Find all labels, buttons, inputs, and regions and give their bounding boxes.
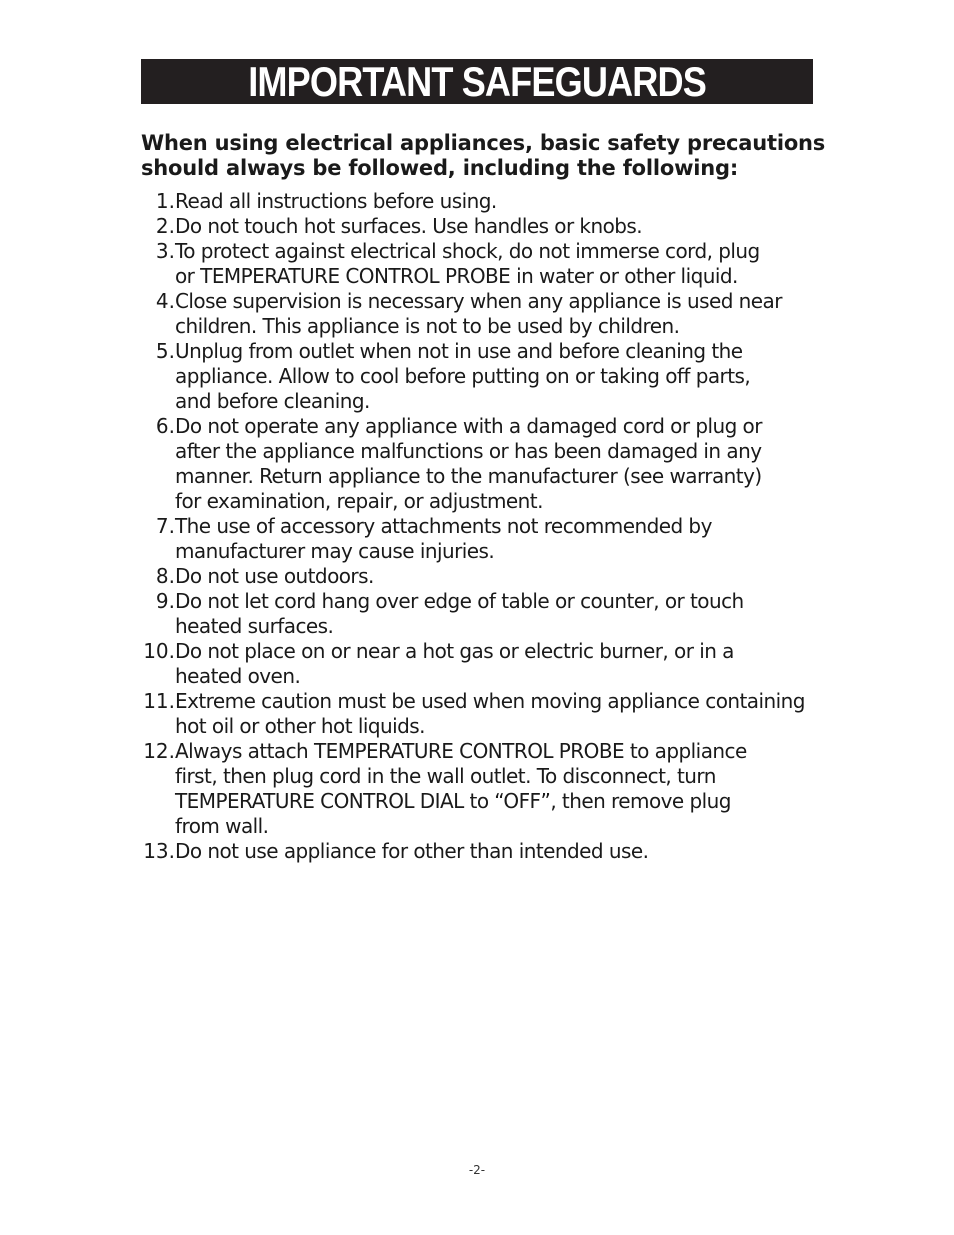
item-text-line: heated surfaces. (175, 614, 334, 638)
item-text-line: hot oil or other hot liquids. (175, 714, 425, 738)
item-text-line: and before cleaning. (175, 389, 370, 413)
item-text-line: heated oven. (175, 664, 301, 688)
safeguard-item (141, 839, 841, 864)
item-text-line: Do not use appliance for other than intended use. (175, 839, 649, 863)
safeguard-item (141, 239, 841, 289)
item-number: 8. (155, 564, 175, 588)
item-number: 4. (155, 289, 175, 313)
safeguards-list (141, 189, 841, 864)
item-text-line: Close supervision is necessary when any appliance is used near (175, 289, 782, 313)
item-text-line: from wall. (175, 814, 269, 838)
item-text (175, 739, 747, 839)
item-text-line: appliance. Allow to cool before putting on or taking off parts, (175, 364, 751, 388)
item-text-line: To protect against electrical shock, do not immerse cord, plug (175, 239, 760, 263)
intro-line: When using electrical appliances, basic safety precautions (141, 131, 826, 155)
item-number: 1. (155, 189, 175, 213)
item-number: 3. (155, 239, 175, 263)
item-text-line: Do not operate any appliance with a damaged cord or plug or (175, 414, 762, 438)
item-text-line: Extreme caution must be used when moving appliance containing (175, 689, 805, 713)
safeguard-item (141, 414, 841, 514)
item-number: 11. (143, 689, 175, 713)
item-text (175, 514, 712, 564)
page-number: -2- (468, 1163, 486, 1177)
item-text-line: for examination, repair, or adjustment. (175, 489, 543, 513)
item-text-line: Read all instructions before using. (175, 189, 497, 213)
item-number: 2. (155, 214, 175, 238)
item-text (175, 414, 762, 514)
safeguard-item (141, 189, 841, 214)
page-title: IMPORTANT SAFEGUARDS (248, 57, 706, 105)
safeguard-item (141, 639, 841, 689)
intro-line: should always be followed, including the following: (141, 156, 739, 180)
item-text (175, 689, 805, 739)
item-text-line: or TEMPERATURE CONTROL PROBE in water or other liquid. (175, 264, 738, 288)
item-text-line: Always attach TEMPERATURE CONTROL PROBE to appliance (175, 739, 747, 763)
item-text-line: Do not place on or near a hot gas or electric burner, or in a (175, 639, 734, 663)
item-text (175, 214, 642, 239)
safeguard-item (141, 289, 841, 339)
item-number: 9. (155, 589, 175, 613)
safeguard-item (141, 339, 841, 414)
item-text (175, 839, 648, 864)
item-number: 6. (155, 414, 175, 438)
item-text-line: after the appliance malfunctions or has been damaged in any (175, 439, 762, 463)
item-number: 5. (155, 339, 175, 363)
safeguard-item (141, 214, 841, 239)
safeguard-item (141, 564, 841, 589)
item-text-line: manner. Return appliance to the manufacturer (see warranty) (175, 464, 762, 488)
item-text-line: children. This appliance is not to be used by children. (175, 314, 680, 338)
item-number: 7. (155, 514, 175, 538)
item-text-line: TEMPERATURE CONTROL DIAL to “OFF”, then remove plug (175, 789, 731, 813)
item-text-line: Unplug from outlet when not in use and before cleaning the (175, 339, 743, 363)
safeguard-item (141, 514, 841, 564)
item-number: 12. (143, 739, 175, 763)
item-text (175, 189, 497, 214)
item-text-line: The use of accessory attachments not recommended by (175, 514, 712, 538)
item-text (175, 589, 744, 639)
safeguard-item (141, 689, 841, 739)
safeguard-item (141, 739, 841, 839)
item-text (175, 639, 734, 689)
item-text (175, 239, 760, 289)
title-banner (141, 59, 813, 104)
item-text (175, 289, 782, 339)
item-text (175, 564, 374, 589)
item-text-line: manufacturer may cause injuries. (175, 539, 495, 563)
item-text-line: first, then plug cord in the wall outlet. To disconnect, turn (175, 764, 716, 788)
item-text-line: Do not use outdoors. (175, 564, 374, 588)
item-number: 13. (143, 839, 175, 863)
safeguard-item (141, 589, 841, 639)
item-text (175, 339, 750, 414)
item-number: 10. (143, 639, 175, 663)
item-text-line: Do not touch hot surfaces. Use handles or knobs. (175, 214, 643, 238)
item-text-line: Do not let cord hang over edge of table or counter, or touch (175, 589, 744, 613)
intro-paragraph (141, 131, 841, 181)
